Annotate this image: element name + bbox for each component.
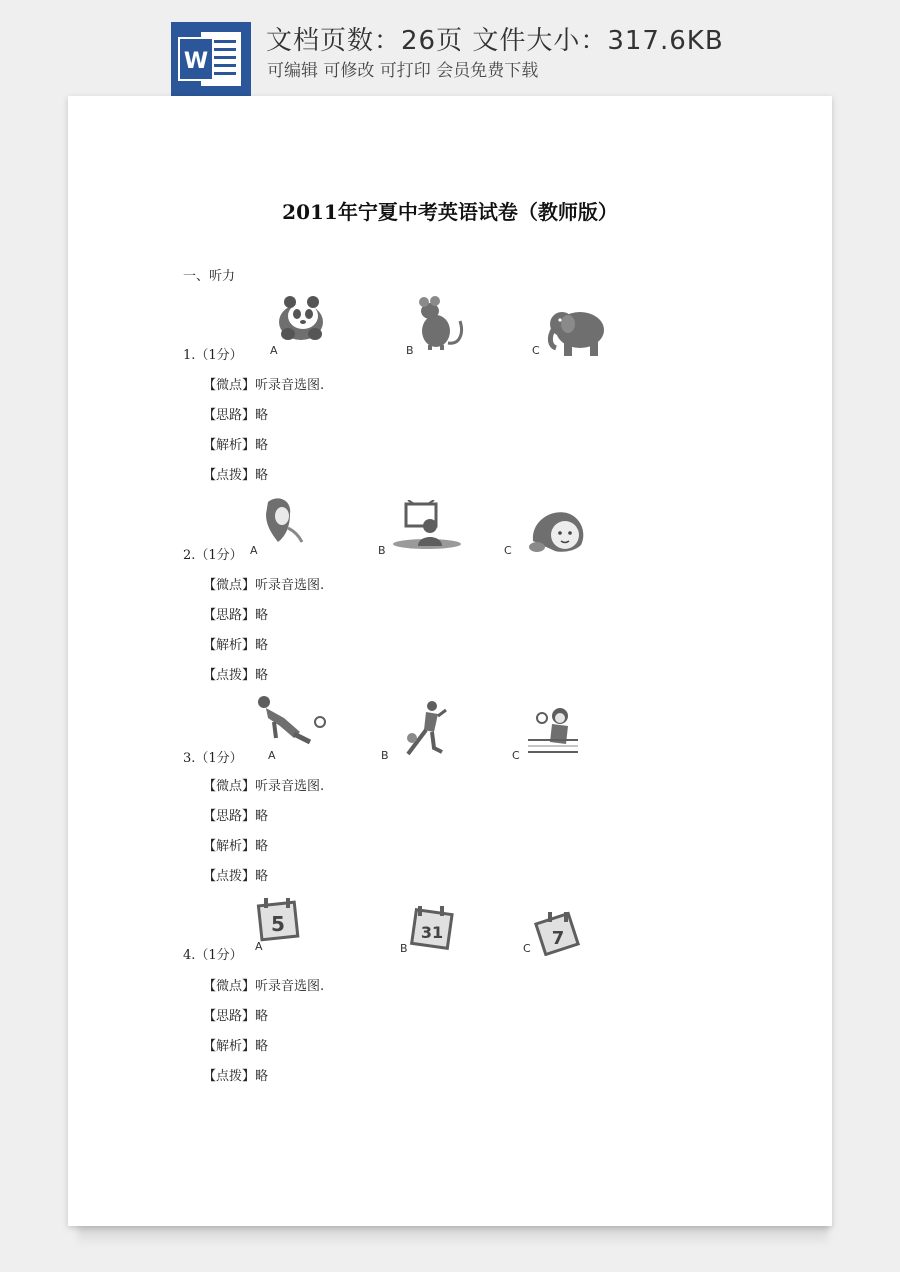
- soccer-player-icon: [254, 694, 328, 748]
- question-1-option-a: A: [270, 344, 278, 357]
- question-1-note: 【点拨】略: [203, 468, 269, 483]
- question-2-note: 【思路】略: [203, 608, 269, 623]
- document-title: 2011年宁夏中考英语试卷（教师版）: [282, 200, 618, 224]
- section-heading: 一、听力: [183, 269, 236, 284]
- question-3-option-c: C: [512, 749, 520, 762]
- question-4-note: 【解析】略: [203, 1039, 269, 1054]
- download-banner: [0, 0, 900, 96]
- mouse-icon: [414, 295, 468, 351]
- question-4-note: 【思路】略: [203, 1009, 269, 1024]
- question-4-number: 4.（1分）: [183, 948, 243, 963]
- question-2-number: 2.（1分）: [183, 548, 243, 563]
- basketball-player-icon: [400, 700, 450, 756]
- svg-text:7: 7: [551, 928, 565, 949]
- person-watching-tv-icon: [392, 500, 462, 550]
- girl-face-icon: [527, 507, 589, 555]
- question-2-option-b: B: [378, 544, 386, 557]
- question-1-note: 【微点】听录音选图.: [203, 378, 325, 393]
- question-1-note: 【思路】略: [203, 408, 269, 423]
- question-1-note: 【解析】略: [203, 438, 269, 453]
- question-4-option-b: B: [400, 942, 408, 955]
- question-3-option-b: B: [381, 749, 389, 762]
- question-3-number: 3.（1分）: [183, 751, 243, 766]
- question-3-note: 【思路】略: [203, 809, 269, 824]
- svg-text:5: 5: [271, 912, 285, 936]
- word-document-icon: [171, 22, 251, 96]
- volleyball-player-icon: [526, 706, 580, 758]
- question-3-note: 【解析】略: [203, 839, 269, 854]
- feature-list: 可编辑 可修改 可打印 会员免费下载: [267, 61, 539, 81]
- question-4-note: 【微点】听录音选图.: [203, 979, 325, 994]
- question-3-note: 【微点】听录音选图.: [203, 779, 325, 794]
- question-2-option-c: C: [504, 544, 512, 557]
- question-2-note: 【微点】听录音选图.: [203, 578, 325, 593]
- girl-long-hair-icon: [258, 496, 304, 544]
- question-1-number: 1.（1分）: [183, 348, 243, 363]
- question-3-note: 【点拨】略: [203, 869, 269, 884]
- calendar-31-icon: [406, 904, 456, 950]
- svg-text:W: W: [183, 49, 209, 74]
- question-2-note: 【解析】略: [203, 638, 269, 653]
- file-info: 文档页数：26页 文件大小：317.6KB: [266, 26, 724, 56]
- calendar-5-icon: [254, 896, 304, 942]
- document-page: [68, 96, 832, 1226]
- question-1-option-b: B: [406, 344, 414, 357]
- question-4-option-c: C: [523, 942, 531, 955]
- question-4-option-a: A: [255, 940, 263, 953]
- question-3-option-a: A: [268, 749, 276, 762]
- panda-icon: [275, 292, 327, 342]
- svg-text:31: 31: [420, 923, 444, 942]
- calendar-7-icon: [534, 910, 580, 956]
- question-2-note: 【点拨】略: [203, 668, 269, 683]
- question-4-note: 【点拨】略: [203, 1069, 269, 1084]
- question-1-option-c: C: [532, 344, 540, 357]
- question-2-option-a: A: [250, 544, 258, 557]
- elephant-icon: [546, 304, 608, 358]
